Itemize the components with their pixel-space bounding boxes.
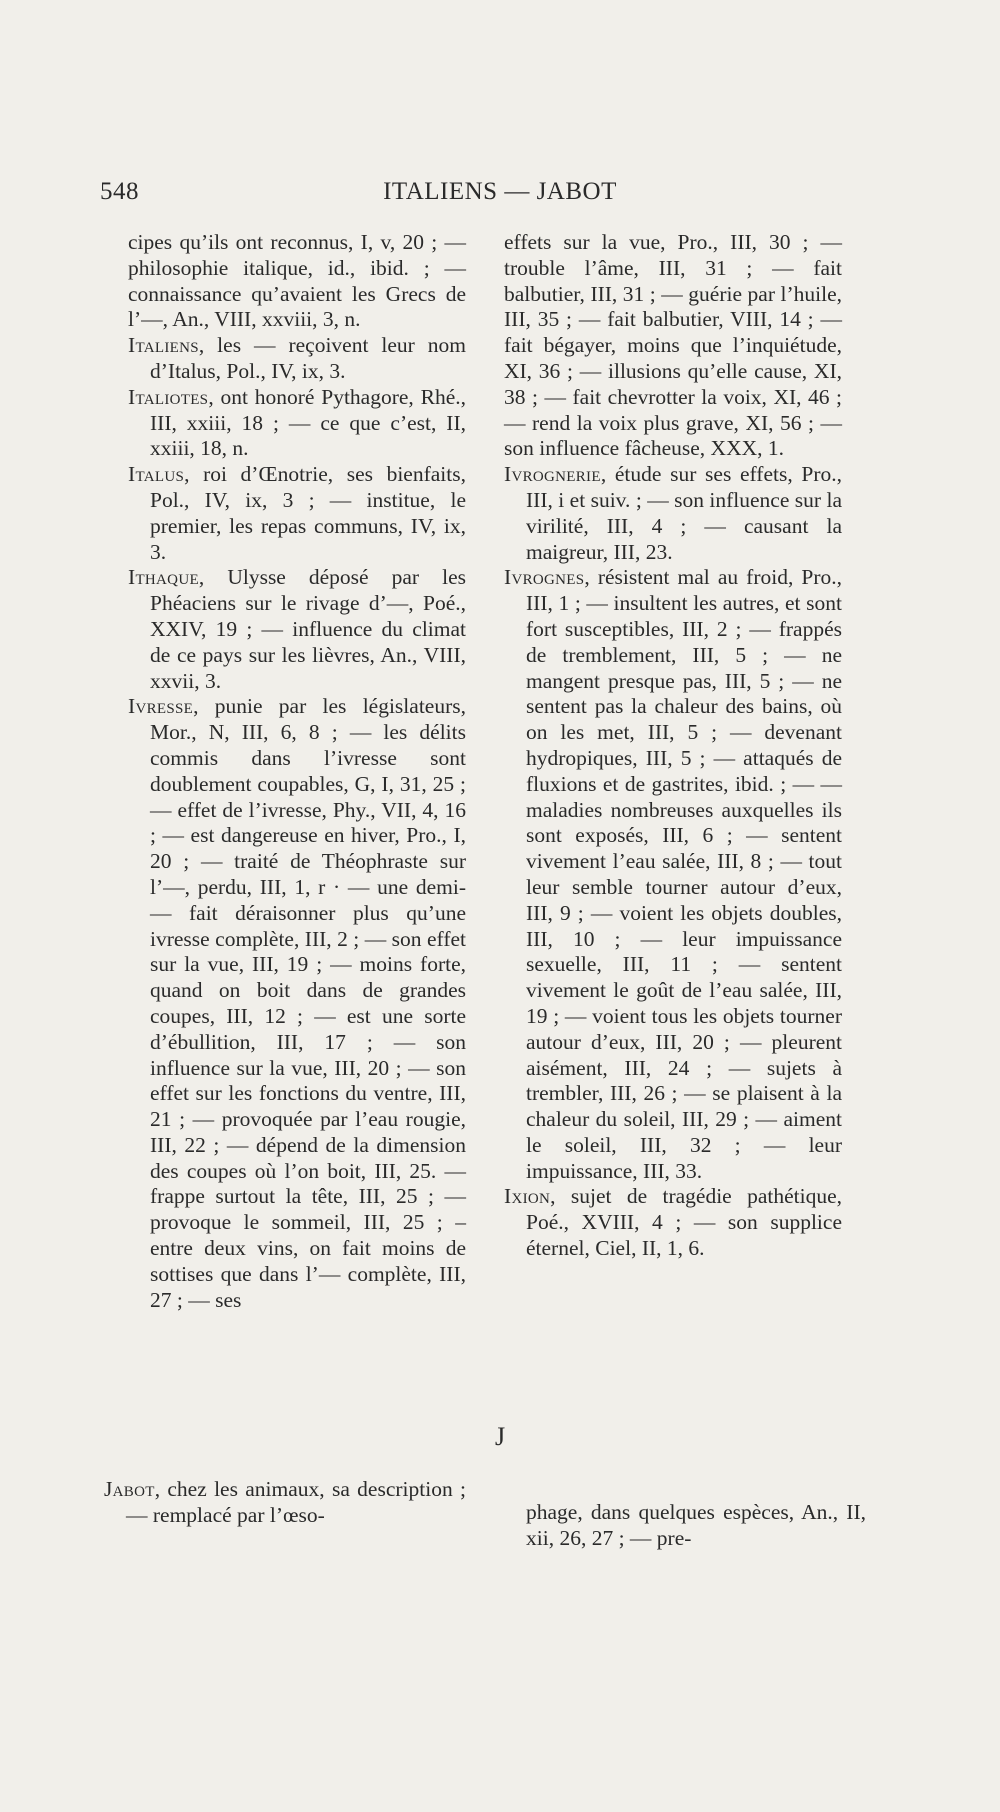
index-entry [128,385,466,462]
index-entry [504,462,842,565]
entry-text: , punie par les législateurs, Mor., N, III, 6, 8 ; — les délits commis dans l’ivresse sont doublement coupables, G, I, 31, 25 ; — effet de l’ivresse, Phy., VII, 4, 16 ; — est dangereuse en hiver, Pro., I, 20 ; — traité de Théophraste sur l’—, perdu, III, 1, r · — une demi- — fait déraisonner plus qu’une ivresse complète, III, 2 ; — son effet sur la vue, III, 19 ; — moins forte, quand on boit dans de grandes coupes, III, 12 ; — est une sorte d’ébullition, III, 17 ; — son influence sur la vue, III, 20 ; — son effet sur les fonctions du ventre, III, 21 ; — provoquée par l’eau rougie, III, 22 ; — dépend de la dimension des coupes où l’on boit, III, 25. — frappe surtout la tête, III, 25 ; — provoque le sommeil, III, 25 ; – entre deux vins, on fait moins de sottises que dans l’— complète, III, 27 ; — ses [150,694,466,1312]
j-right-column [526,1500,866,1552]
entry-headword: Italus [128,462,185,487]
entry-text: effets sur la vue, Pro., III, 30 ; — trouble l’âme, III, 31 ; — fait balbutier, III, 31 ; — guérie par l’huile, III, 35 ; — fait balbutier, VIII, 14 ; — fait bégayer, moins que l’inquiétude, XI, 36 ; — illusions qu’elle cause, XI, 38 ; — fait chevrotter la voix, XI, 46 ; — rend la voix plus grave, XI, 56 ; — son influence fâcheuse, XXX, 1. [504,230,842,461]
index-entry-continuation [504,230,842,462]
index-entry-continuation [526,1500,866,1552]
entry-text: , sujet de tragédie pathétique, Poé., XVIII, 4 ; — son supplice éternel, Ciel, II, 1, 6. [526,1184,842,1261]
left-column [128,230,466,1313]
entry-text: , ont honoré Pythagore, Rhé., III, xxiii, 18 ; — ce que c’est, II, xxiii, 18, n. [150,384,466,461]
index-entry [504,1184,842,1261]
index-entry [128,694,466,1313]
section-letter-heading: J [494,1422,506,1451]
entry-headword: Ivrognes [504,565,585,590]
entry-headword: Italiotes [128,384,209,409]
index-entry [128,565,466,694]
entry-text: , Ulysse déposé par les Phéaciens sur le rivage d’—, Poé., XXIV, 19 ; — influence du climat de ce pays sur les lièvres, An., VIII, xxvii, 3. [150,565,466,693]
entry-headword: Ixion [504,1184,551,1209]
entry-text: cipes qu’ils ont reconnus, I, v, 20 ; — philosophie italique, id., ibid. ; — connaissance qu’avaient les Grecs de l’—, An., VIII, xxviii, 3, n. [128,230,466,332]
index-entry [128,333,466,385]
entry-text: , chez les animaux, sa description ; — remplacé par l’œso- [126,1477,466,1527]
entry-headword: Ivrognerie [504,462,601,487]
entry-headword: Ivresse [128,694,194,719]
running-head: ITALIENS — JABOT [383,178,617,205]
right-column [504,230,842,1262]
entry-text: , étude sur ses effets, Pro., III, i et suiv. ; — son influence sur la virilité, III, 4 ; — causant la maigreur, III, 23. [526,462,842,564]
entry-text: phage, dans quelques espèces, An., II, xii, 26, 27 ; — pre- [526,1500,866,1550]
page-number: 548 [100,178,139,205]
index-entry-continuation [128,230,466,333]
entry-text: , les — reçoivent leur nom d’Italus, Pol., IV, ix, 3. [150,333,466,383]
j-left-column [104,1477,466,1529]
entry-headword: Jabot [104,1477,155,1501]
entry-headword: Ithaque [128,565,199,590]
index-entry [504,565,842,1184]
index-entry [104,1477,466,1529]
entry-text: , résistent mal au froid, Pro., III, 1 ; — insultent les autres, et sont fort susceptibles, III, 2 ; — frappés de tremblement, III, 5 ; — ne mangent presque pas, III, 5 ; — ne sentent pas la chaleur des bains, où on les met, III, 5 ; — devenant hydropiques, III, 5 ; — attaqués de fluxions et de gastrites, ibid. ; — — maladies nombreuses auxquelles ils sont exposés, III, 6 ; — sentent vivement l’eau salée, III, 8 ; — tout leur semble tourner autour d’eux, III, 9 ; — voient les objets doubles, III, 10 ; — leur impuissance sexuelle, III, 11 ; — sentent vivement le goût de l’eau salée, III, 19 ; — voient tous les objets tourner autour d’eux, III, 20 ; — pleurent aisément, III, 24 ; — sujets à trembler, III, 26 ; — se plaisent à la chaleur du soleil, III, 29 ; — aiment le soleil, III, 32 ; — leur impuissance, III, 33. [526,565,842,1183]
entry-headword: Italiens [128,333,199,358]
entry-text: , roi d’Œnotrie, ses bienfaits, Pol., IV, ix, 3 ; — institue, le premier, les repas communs, IV, ix, 3. [150,462,466,564]
index-entry [128,462,466,565]
